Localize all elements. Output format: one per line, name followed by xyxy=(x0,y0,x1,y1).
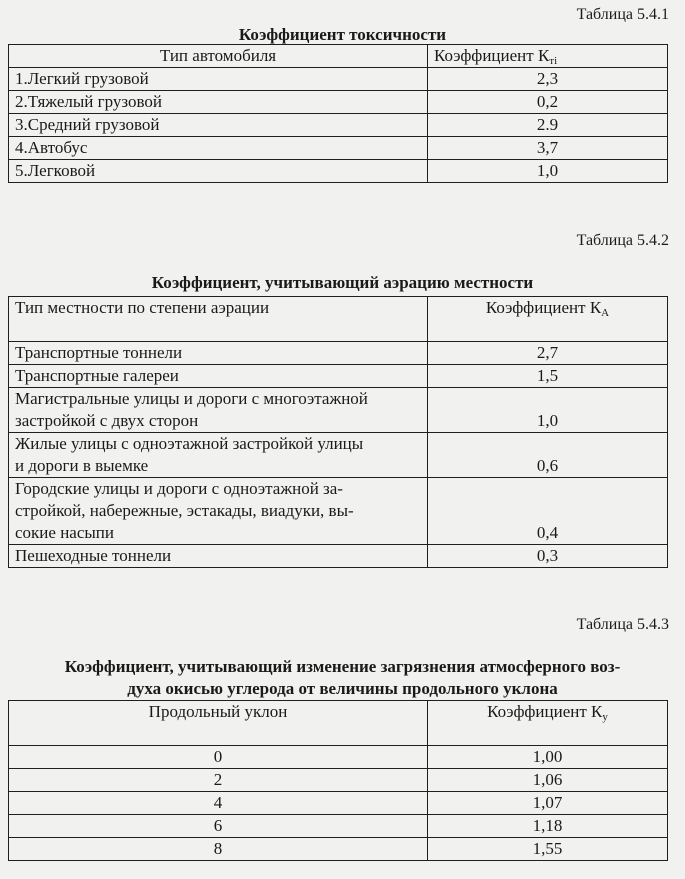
table-3-caption: Таблица 5.4.3 xyxy=(576,616,669,633)
table-2-caption: Таблица 5.4.2 xyxy=(576,232,669,249)
table-2 xyxy=(8,296,668,568)
table-1-header-coef: Коэффициент $К_{тi}$ xyxy=(428,45,668,68)
table-row: Жилые улицы с одноэтажной застройкой улицы и дороги в выемке 0,6 xyxy=(9,433,668,478)
table-row: Магистральные улицы и дороги с многоэтажной застройкой с двух сторон 1,0 xyxy=(9,388,668,433)
table-1-title: Коэффициент токсичности xyxy=(238,25,447,44)
table-row: 6 1,18 xyxy=(9,815,668,838)
table-row: 4 1,07 xyxy=(9,792,668,815)
table-1-caption: Таблица 5.4.1 xyxy=(576,6,669,23)
table-1 xyxy=(8,44,668,183)
table-row: Пешеходные тоннели 0,3 xyxy=(9,545,668,568)
table-row: Городские улицы и дороги с одноэтажной за- стройкой, набережные, эстакады, виадуки, вы- сокие насыпи 0,4 xyxy=(9,478,668,545)
table-2-header-coef: Коэффициент $К_А$ xyxy=(428,297,668,342)
table-3-header-coef: Коэффициент $К_у$ xyxy=(428,701,668,746)
table-row xyxy=(9,45,668,68)
table-3-title: Коэффициент, учитывающий изменение загрязнения атмосферного воз- духа окисью углерода от величины продольного уклона xyxy=(64,657,621,698)
table-row: 0 1,00 xyxy=(9,746,668,769)
table-row: 2.Тяжелый грузовой 0,2 xyxy=(9,91,668,114)
table-row: 3.Средний грузовой 2.9 xyxy=(9,114,668,137)
table-row xyxy=(9,297,668,342)
table-row: 5.Легковой 1,0 xyxy=(9,160,668,183)
table-row: Транспортные тоннели 2,7 xyxy=(9,342,668,365)
table-row: 2 1,06 xyxy=(9,769,668,792)
table-1-header-type: Тип автомобиля xyxy=(9,45,428,68)
table-3 xyxy=(8,700,668,861)
table-row: 8 1,55 xyxy=(9,838,668,861)
table-3-header-slope: Продольный уклон xyxy=(9,701,428,746)
table-2-header-terrain: Тип местности по степени аэрации xyxy=(9,297,428,342)
table-2-title: Коэффициент, учитывающий аэрацию местности xyxy=(151,273,534,292)
table-row: Транспортные галереи 1,5 xyxy=(9,365,668,388)
table-row: 4.Автобус 3,7 xyxy=(9,137,668,160)
table-row: 1.Легкий грузовой 2,3 xyxy=(9,68,668,91)
table-row xyxy=(9,701,668,746)
